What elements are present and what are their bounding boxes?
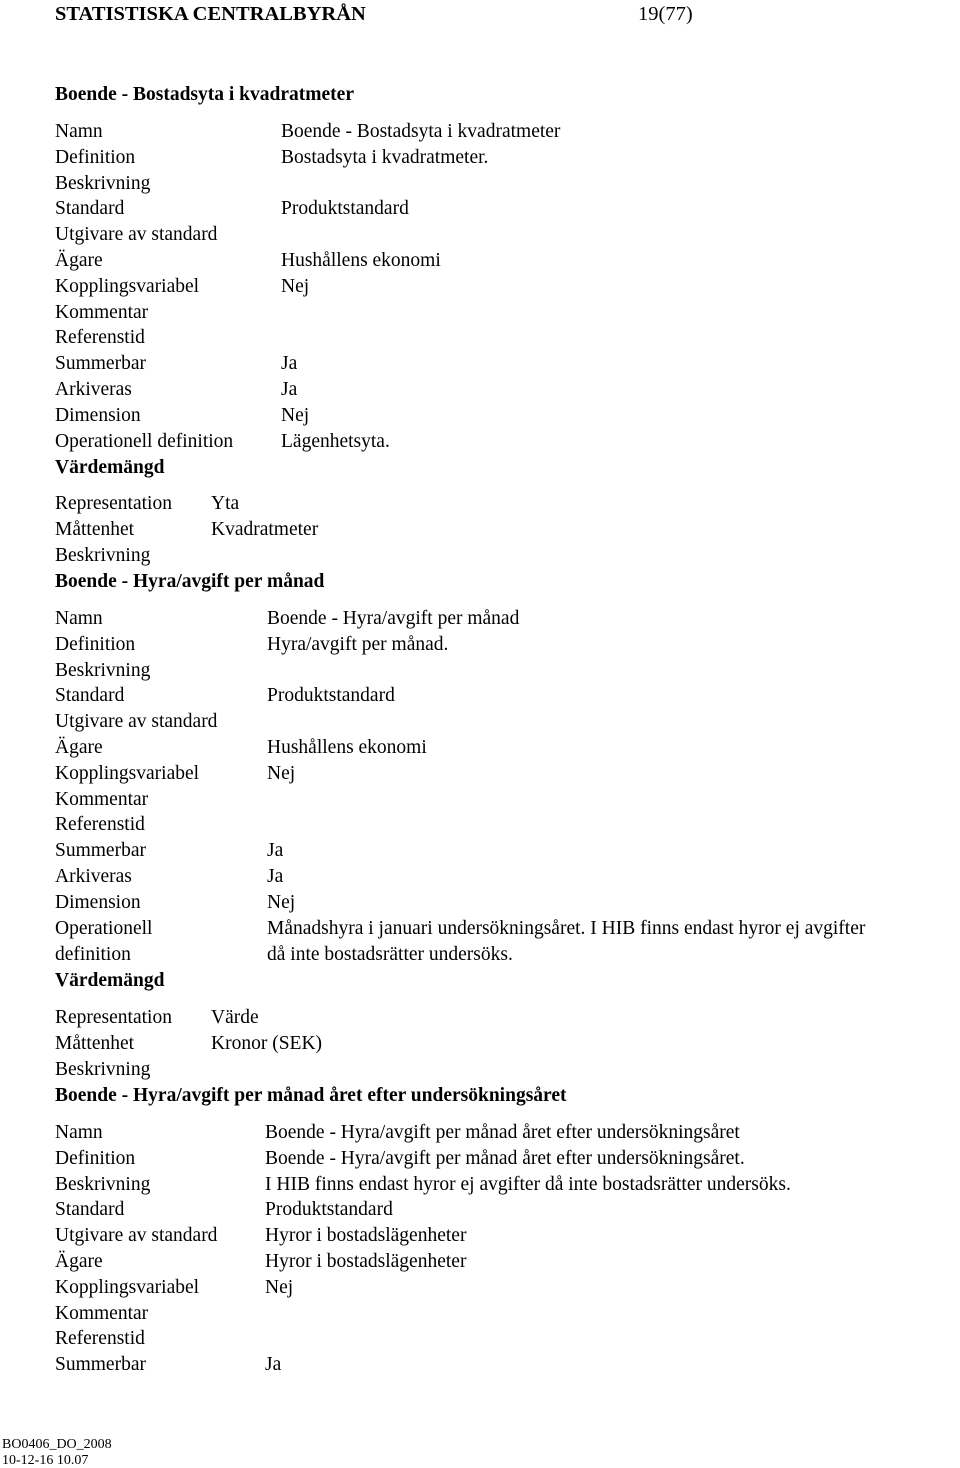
section-2-vardemangd: Värdemängd <box>55 970 165 991</box>
field-label: Definition <box>55 633 136 655</box>
field-label: Beskrivning <box>55 659 151 681</box>
field-label: Summerbar <box>55 1354 146 1376</box>
field-label: Kopplingsvariabel <box>55 1276 200 1298</box>
field-value: Bostadsyta i kvadratmeter. <box>281 146 489 168</box>
field-label: Utgivare av standard <box>55 1225 218 1247</box>
field-label: Representation <box>55 493 172 514</box>
field-value: Ja <box>281 353 298 375</box>
field-label: Referenstid <box>55 1328 145 1350</box>
field-label: Operationell definition <box>55 430 234 452</box>
field-label: Referenstid <box>55 327 145 349</box>
field-label: Standard <box>55 198 125 220</box>
field-value: Boende - Bostadsyta i kvadratmeter <box>281 121 561 142</box>
field-label: Dimension <box>55 404 141 426</box>
field-label: Utgivare av standard <box>55 224 218 246</box>
field-label: Utgivare av standard <box>55 711 218 733</box>
field-value: Nej <box>267 762 296 784</box>
section-2-opdef-value-1: Månadshyra i januari undersökningsåret. I HIB finns endast hyror ej avgifter <box>267 918 866 939</box>
field-value: Boende - Hyra/avgift per månad året efter undersökningsåret <box>265 1122 740 1143</box>
footer-doc-id: BO0406_DO_2008 <box>2 1437 112 1452</box>
header-org: STATISTISKA CENTRALBYRÅN <box>55 3 366 25</box>
field-label: Namn <box>55 121 103 142</box>
footer-date: 10-12-16 10.07 <box>2 1453 89 1468</box>
field-label: Måttenhet <box>55 1032 135 1054</box>
field-label: Namn <box>55 1122 103 1143</box>
field-value: Produktstandard <box>267 685 395 707</box>
field-label: Standard <box>55 1199 125 1221</box>
section-1-vardemangd: Värdemängd <box>55 457 165 478</box>
field-value: Ja <box>267 866 284 887</box>
field-label: Beskrivning <box>55 544 151 566</box>
field-label: Kommentar <box>55 1302 149 1324</box>
field-value: Kronor (SEK) <box>211 1032 323 1054</box>
field-label: Beskrivning <box>55 1173 151 1195</box>
field-label: Beskrivning <box>55 172 151 194</box>
field-value: Hushållens ekonomi <box>281 250 441 271</box>
field-label: Kommentar <box>55 301 149 323</box>
field-label: Definition <box>55 146 136 168</box>
section-2-title: Boende - Hyra/avgift per månad <box>55 571 325 592</box>
header-page-number: 19(77) <box>638 3 693 25</box>
field-value: Nej <box>281 275 310 297</box>
field-label: Arkiveras <box>55 379 132 400</box>
field-value: Hushållens ekonomi <box>267 737 427 758</box>
field-value: Boende - Hyra/avgift per månad <box>267 608 520 629</box>
field-value: Produktstandard <box>265 1199 393 1221</box>
field-label: Definition <box>55 1147 136 1169</box>
section-2-opdef-label-2: definition <box>55 944 131 965</box>
field-label: Beskrivning <box>55 1058 151 1080</box>
section-2-opdef-label-1: Operationell <box>55 918 153 939</box>
field-value: Ja <box>267 840 284 862</box>
field-label: Standard <box>55 685 125 707</box>
field-label: Namn <box>55 608 103 629</box>
field-value: Nej <box>267 891 296 913</box>
field-value: Boende - Hyra/avgift per månad året efter undersökningsåret. <box>265 1147 745 1169</box>
field-label: Kommentar <box>55 788 149 810</box>
field-value: Lägenhetsyta. <box>281 430 390 452</box>
field-label: Måttenhet <box>55 518 135 540</box>
field-label: Ägare <box>55 250 103 271</box>
section-1-title: Boende - Bostadsyta i kvadratmeter <box>55 84 354 105</box>
field-value: Yta <box>211 493 240 514</box>
field-label: Ägare <box>55 1251 103 1272</box>
field-value: Värde <box>211 1007 259 1028</box>
field-label: Referenstid <box>55 814 145 836</box>
field-value: Ja <box>281 379 298 400</box>
field-label: Summerbar <box>55 840 146 862</box>
field-label: Ägare <box>55 737 103 758</box>
field-value: Ja <box>265 1354 282 1376</box>
field-value: Hyror i bostadslägenheter <box>265 1251 467 1272</box>
field-value: Hyror i bostadslägenheter <box>265 1225 467 1247</box>
section-2-opdef-value-2: då inte bostadsrätter undersöks. <box>267 944 513 965</box>
field-value: I HIB finns endast hyror ej avgifter då inte bostadsrätter undersöks. <box>265 1173 791 1195</box>
section-3-title: Boende - Hyra/avgift per månad året efter undersökningsåret <box>55 1085 567 1106</box>
field-value: Hyra/avgift per månad. <box>267 633 449 655</box>
field-value: Nej <box>265 1276 294 1298</box>
field-label: Arkiveras <box>55 866 132 887</box>
field-label: Summerbar <box>55 353 146 375</box>
field-value: Nej <box>281 404 310 426</box>
field-label: Kopplingsvariabel <box>55 762 200 784</box>
field-value: Produktstandard <box>281 198 409 220</box>
field-label: Representation <box>55 1007 172 1028</box>
field-value: Kvadratmeter <box>211 518 319 540</box>
field-label: Kopplingsvariabel <box>55 275 200 297</box>
field-label: Dimension <box>55 891 141 913</box>
